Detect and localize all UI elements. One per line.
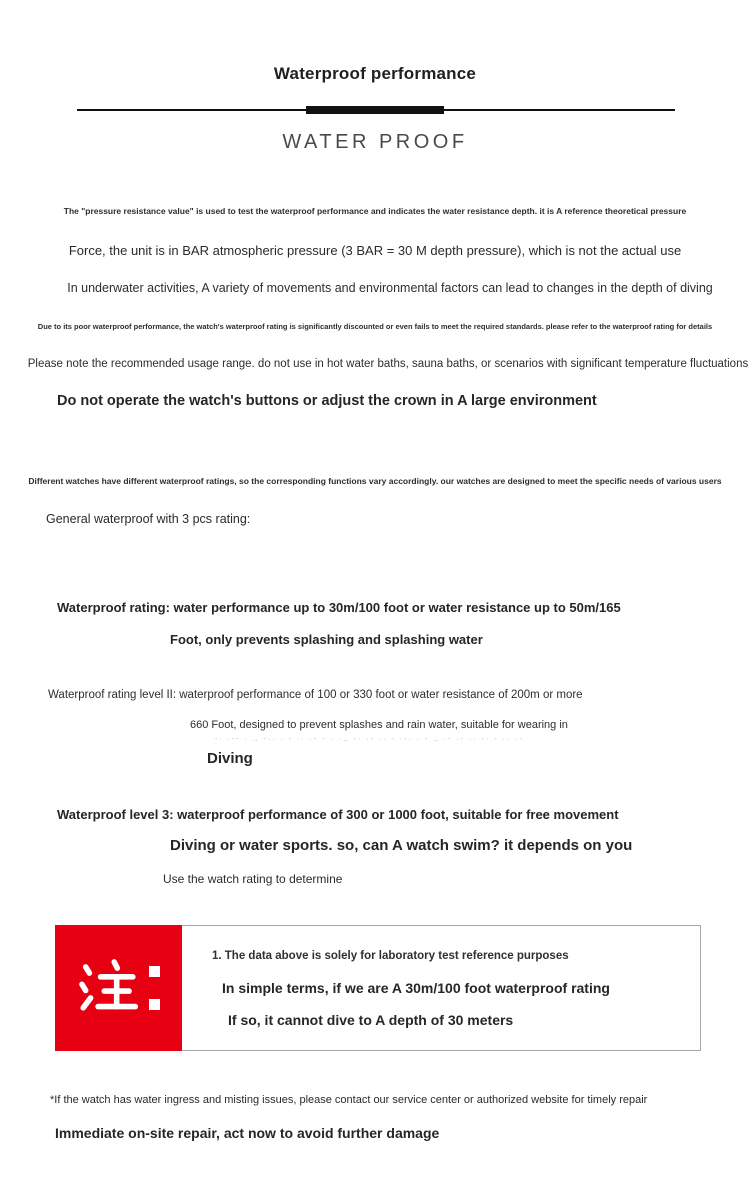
intro-line-poor-performance: Due to its poor waterproof performance, the watch's waterproof rating is significantly discounted or even fails to meet the required standards. please refer to the waterproof rating for details [37, 322, 713, 331]
colon-icon [149, 966, 160, 1010]
intro-line-do-not-operate: Do not operate the watch's buttons or adjust the crown in A large environment [57, 393, 597, 409]
rating-level2-line1: Waterproof rating level II: waterproof performance of 100 or 330 foot or water resistance of 200m or more [48, 689, 583, 701]
note-callout-box [55, 925, 701, 1051]
zhu-character-icon [77, 957, 139, 1019]
note-label-zhu [77, 957, 160, 1019]
divider-thick-segment [306, 106, 444, 114]
footer-repair-line: Immediate on-site repair, act now to avoid further damage [55, 1125, 440, 1141]
rating-level3-line1: Waterproof level 3: waterproof performance of 300 or 1000 foot, suitable for free movement [57, 807, 619, 822]
rating-level2-line3: Diving [207, 750, 253, 767]
note-line-2: In simple terms, if we are A 30m/100 foot waterproof rating [222, 980, 610, 996]
intro-line-bar-unit: Force, the unit is in BAR atmospheric pressure (3 BAR = 30 M depth pressure), which is not the actual use [68, 243, 682, 258]
note-text-panel [182, 925, 701, 1051]
watermark-subtitle: WATER PROOF [282, 131, 468, 153]
ratings-heading: General waterproof with 3 pcs rating: [46, 512, 251, 526]
rating-level1-line1: Waterproof rating: water performance up to 30m/100 foot or water resistance up to 50m/165 [57, 600, 621, 615]
intro-line-underwater-activities: In underwater activities, A variety of movements and environmental factors can lead to changes in the depth of diving [67, 281, 713, 295]
intro-line-pressure-value: The "pressure resistance value" is used to test the waterproof performance and indicates the water resistance depth. it is A reference theoretical pressure [63, 206, 687, 216]
note-red-panel [55, 925, 182, 1051]
note-line-1: 1. The data above is solely for laboratory test reference purposes [212, 950, 569, 962]
footer-service-line: *If the watch has water ingress and misting issues, please contact our service center or authorized website for timely repair [50, 1094, 648, 1106]
rating-level1-line2: Foot, only prevents splashing and splashing water [170, 632, 483, 647]
note-line-3: If so, it cannot dive to A depth of 30 meters [228, 1012, 514, 1028]
title-divider [77, 106, 675, 114]
page-title: Waterproof performance [273, 64, 477, 83]
ratings-note: Different watches have different waterproof ratings, so the corresponding functions vary accordingly. our watches are designed to meet the specific needs of various users [28, 476, 722, 486]
rating-level3-line3: Use the watch rating to determine [163, 872, 343, 886]
rating-level2-clipped-text: -· ·-- · ‥ -·· · - ·· ·- - · ·‥ -· ·- ·· - ·-· · - ‥ ·- ·- ·· -· - ·· ·- [215, 736, 524, 741]
rating-level2-line2: 660 Foot, designed to prevent splashes and rain water, suitable for wearing in [190, 719, 568, 731]
intro-line-usage-range: Please note the recommended usage range. do not use in hot water baths, sauna baths, or scenarios with significant temperature fluctuations [27, 358, 749, 370]
rating-level3-line2: Diving or water sports. so, can A watch swim? it depends on you [170, 837, 633, 854]
